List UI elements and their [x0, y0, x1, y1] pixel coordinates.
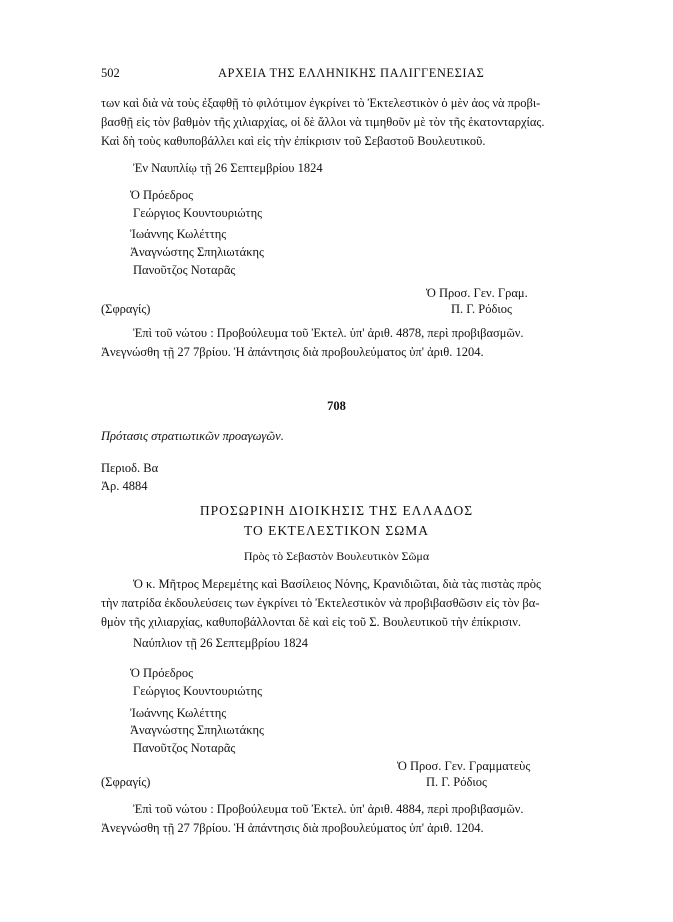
president-name: Γεώργιος Κουντουριώτης [133, 206, 263, 220]
running-title: ΑΡΧΕΙΑ ΤΗΣ ΕΛΛΗΝΙΚΗΣ ΠΑΛΙΓΓΕΝΕΣΙΑΣ [218, 66, 485, 80]
body-text-line: τὴν πατρίδα ἐκδουλεύσεις των ἐγκρίνει τὸ Ἐκτελεστικὸν νὰ προβιβασθῶσιν εἰς τὸν βα- [101, 596, 540, 610]
addressee: Πρὸς τὸ Σεβαστὸν Βουλευτικὸν Σῶμα [243, 549, 430, 563]
secretary-title: Ὁ Προσ. Γεν. Γραμματεὺς [397, 759, 531, 773]
document-subject: Πρότασις στρατιωτικῶν προαγωγῶν. [101, 429, 284, 443]
signatory-name: Πανοῦτζος Νοταρᾶς [133, 263, 236, 277]
signatory-name: Ἀναγνώστης Σπηλιωτάκης [130, 245, 264, 259]
secretary-name: Π. Γ. Ρόδιος [426, 775, 487, 789]
endorsement-note: Ἀνεγνώσθη τῇ 27 7βρίου. Ἡ ἀπάντησις διὰ προβουλεύματος ὑπ' ἀριθ. 1204. [101, 821, 484, 835]
body-text-line: Ὁ κ. Μῆτρος Μερεμέτης καὶ Βασίλειος Νόνης, Κρανιδιῶται, διὰ τὰς πιστὰς πρὸς [133, 577, 541, 591]
document-number: 708 [327, 399, 346, 413]
secretary-title: Ὁ Προσ. Γεν. Γραμ. [426, 286, 528, 300]
archive-period: Περιοδ. Βα [101, 461, 159, 475]
seal-note: (Σφραγίς) [101, 775, 151, 789]
signatory-name: Ἰωάννης Κωλέττης [130, 227, 227, 241]
president-title: Ὁ Πρόεδρος [130, 188, 194, 202]
document-heading: ΠΡΟΣΩΡΙΝΗ ΔΙΟΙΚΗΣΙΣ ΤΗΣ ΕΛΛΑΔΟΣ [199, 503, 474, 518]
seal-note: (Σφραγίς) [101, 302, 151, 316]
endorsement-note: Ἀνεγνώσθη τῇ 27 7βρίου. Ἡ ἀπάντησις διὰ προβουλεύματος ὑπ' ἀριθ. 1204. [101, 345, 484, 359]
president-name: Γεώργιος Κουντουριώτης [133, 684, 263, 698]
endorsement-note: Ἐπὶ τοῦ νώτου : Προβούλευμα τοῦ Ἐκτελ. ὑπ' ἀριθ. 4884, περὶ προβιβασμῶν. [133, 802, 524, 816]
president-title: Ὁ Πρόεδρος [130, 666, 194, 680]
body-text-line: των καὶ διὰ νὰ τοὺς ἐξαφθῇ τὸ φιλότιμον ἐγκρίνει τὸ Ἐκτελεστικὸν ὁ μὲν ἀος νὰ προβι- [101, 96, 541, 110]
endorsement-note: Ἐπὶ τοῦ νώτου : Προβούλευμα τοῦ Ἐκτελ. ὑπ' ἀριθ. 4878, περὶ προβιβασμῶν. [133, 326, 524, 340]
signatory-name: Πανοῦτζος Νοταρᾶς [133, 741, 236, 755]
page-number: 502 [101, 66, 120, 80]
body-text-line: Καὶ δὴ τοὺς καθυποβάλλει καὶ εἰς τὴν ἐπίκρισιν τοῦ Σεβαστοῦ Βουλευτικοῦ. [101, 134, 486, 148]
body-text-line: βασθῇ εἰς τὸν βαθμὸν τῆς χιλιαρχίας, οἱ δὲ ἄλλοι νὰ τιμηθοῦν μὲ τὸν τῆς ἑκατονταρχίας. [101, 115, 545, 129]
body-text-line: θμὸν τῆς χιλιαρχίας, καθυποβάλλονται δὲ καὶ εἰς τοῦ Σ. Βουλευτικοῦ τὴν ἐπίκρισιν. [101, 615, 522, 629]
archive-number: Ἀρ. 4884 [101, 479, 148, 493]
document-subheading: ΤΟ ΕΚΤΕΛΕΣΤΙΚΟΝ ΣΩΜΑ [244, 523, 429, 538]
document-date: Ἐν Ναυπλίῳ τῇ 26 Σεπτεμβρίου 1824 [133, 161, 323, 175]
signatory-name: Ἰωάννης Κωλέττης [130, 706, 227, 720]
signatory-name: Ἀναγνώστης Σπηλιωτάκης [130, 723, 264, 737]
secretary-name: Π. Γ. Ρόδιος [451, 302, 512, 316]
document-date: Ναύπλιον τῇ 26 Σεπτεμβρίου 1824 [133, 636, 309, 650]
